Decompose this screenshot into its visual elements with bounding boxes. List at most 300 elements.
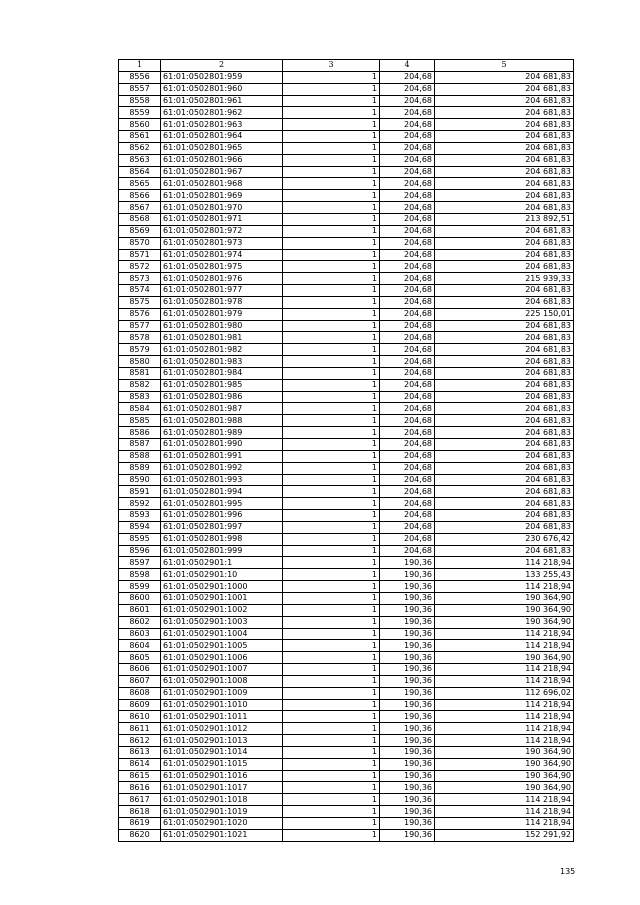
cadastral-number-cell: 61:01:0502901:1001 xyxy=(161,592,283,604)
area-cell: 190,36 xyxy=(380,581,435,593)
table-row xyxy=(119,829,574,841)
row-number-cell: 8581 xyxy=(119,367,161,379)
value-cell: 204 681,83 xyxy=(435,356,574,368)
quantity-cell: 1 xyxy=(283,699,380,711)
cadastral-number-cell: 61:01:0502901:1014 xyxy=(161,746,283,758)
row-number-cell: 8578 xyxy=(119,332,161,344)
area-cell: 190,36 xyxy=(380,604,435,616)
table-row xyxy=(119,119,574,131)
value-cell: 204 681,83 xyxy=(435,190,574,202)
value-cell: 114 218,94 xyxy=(435,699,574,711)
cadastral-number-cell: 61:01:0502801:972 xyxy=(161,225,283,237)
cadastral-number-cell: 61:01:0502801:968 xyxy=(161,178,283,190)
table-row xyxy=(119,166,574,178)
table-row xyxy=(119,320,574,332)
area-cell: 204,68 xyxy=(380,403,435,415)
value-cell: 114 218,94 xyxy=(435,557,574,569)
table-row xyxy=(119,664,574,676)
area-cell: 204,68 xyxy=(380,498,435,510)
value-cell: 204 681,83 xyxy=(435,450,574,462)
area-cell: 204,68 xyxy=(380,190,435,202)
table-row xyxy=(119,806,574,818)
quantity-cell: 1 xyxy=(283,320,380,332)
value-cell: 204 681,83 xyxy=(435,225,574,237)
table-row xyxy=(119,202,574,214)
cadastral-number-cell: 61:01:0502901:1015 xyxy=(161,758,283,770)
cadastral-number-cell: 61:01:0502801:977 xyxy=(161,285,283,297)
row-number-cell: 8610 xyxy=(119,711,161,723)
quantity-cell: 1 xyxy=(283,687,380,699)
area-cell: 190,36 xyxy=(380,794,435,806)
value-cell: 114 218,94 xyxy=(435,735,574,747)
cadastral-number-cell: 61:01:0502801:962 xyxy=(161,107,283,119)
cadastral-number-cell: 61:01:0502901:1011 xyxy=(161,711,283,723)
row-number-cell: 8575 xyxy=(119,296,161,308)
quantity-cell: 1 xyxy=(283,202,380,214)
value-cell: 112 696,02 xyxy=(435,687,574,699)
quantity-cell: 1 xyxy=(283,190,380,202)
value-cell: 114 218,94 xyxy=(435,723,574,735)
table-row xyxy=(119,403,574,415)
area-cell: 204,68 xyxy=(380,285,435,297)
quantity-cell: 1 xyxy=(283,379,380,391)
table-row xyxy=(119,818,574,830)
column-header-5: 5 xyxy=(435,60,574,72)
quantity-cell: 1 xyxy=(283,119,380,131)
table-row xyxy=(119,83,574,95)
value-cell: 204 681,83 xyxy=(435,344,574,356)
value-cell: 204 681,83 xyxy=(435,261,574,273)
row-number-cell: 8594 xyxy=(119,521,161,533)
table-row xyxy=(119,652,574,664)
area-cell: 204,68 xyxy=(380,71,435,83)
area-cell: 190,36 xyxy=(380,664,435,676)
value-cell: 204 681,83 xyxy=(435,202,574,214)
quantity-cell: 1 xyxy=(283,356,380,368)
area-cell: 190,36 xyxy=(380,711,435,723)
quantity-cell: 1 xyxy=(283,178,380,190)
table-row xyxy=(119,178,574,190)
table-row xyxy=(119,486,574,498)
quantity-cell: 1 xyxy=(283,367,380,379)
cadastral-number-cell: 61:01:0502801:973 xyxy=(161,237,283,249)
cadastral-number-cell: 61:01:0502901:1018 xyxy=(161,794,283,806)
quantity-cell: 1 xyxy=(283,829,380,841)
quantity-cell: 1 xyxy=(283,533,380,545)
quantity-cell: 1 xyxy=(283,83,380,95)
quantity-cell: 1 xyxy=(283,427,380,439)
value-cell: 204 681,83 xyxy=(435,474,574,486)
row-number-cell: 8587 xyxy=(119,439,161,451)
row-number-cell: 8576 xyxy=(119,308,161,320)
column-header-2: 2 xyxy=(161,60,283,72)
table-row xyxy=(119,521,574,533)
value-cell: 204 681,83 xyxy=(435,391,574,403)
row-number-cell: 8569 xyxy=(119,225,161,237)
table-row xyxy=(119,628,574,640)
row-number-cell: 8572 xyxy=(119,261,161,273)
table-row xyxy=(119,427,574,439)
column-header-3: 3 xyxy=(283,60,380,72)
value-cell: 213 892,51 xyxy=(435,213,574,225)
cadastral-number-cell: 61:01:0502901:1 xyxy=(161,557,283,569)
quantity-cell: 1 xyxy=(283,296,380,308)
quantity-cell: 1 xyxy=(283,285,380,297)
row-number-cell: 8580 xyxy=(119,356,161,368)
row-number-cell: 8570 xyxy=(119,237,161,249)
area-cell: 190,36 xyxy=(380,592,435,604)
area-cell: 204,68 xyxy=(380,320,435,332)
row-number-cell: 8620 xyxy=(119,829,161,841)
value-cell: 204 681,83 xyxy=(435,486,574,498)
cadastral-number-cell: 61:01:0502801:970 xyxy=(161,202,283,214)
quantity-cell: 1 xyxy=(283,782,380,794)
table-row xyxy=(119,190,574,202)
row-number-cell: 8583 xyxy=(119,391,161,403)
area-cell: 204,68 xyxy=(380,237,435,249)
quantity-cell: 1 xyxy=(283,273,380,285)
row-number-cell: 8556 xyxy=(119,71,161,83)
quantity-cell: 1 xyxy=(283,592,380,604)
table-row xyxy=(119,462,574,474)
cadastral-number-cell: 61:01:0502901:1010 xyxy=(161,699,283,711)
value-cell: 204 681,83 xyxy=(435,119,574,131)
table-row xyxy=(119,545,574,557)
table-row xyxy=(119,581,574,593)
cadastral-number-cell: 61:01:0502801:979 xyxy=(161,308,283,320)
cadastral-number-cell: 61:01:0502801:985 xyxy=(161,379,283,391)
table-row xyxy=(119,131,574,143)
table-row xyxy=(119,225,574,237)
quantity-cell: 1 xyxy=(283,474,380,486)
cadastral-number-cell: 61:01:0502801:998 xyxy=(161,533,283,545)
area-cell: 204,68 xyxy=(380,510,435,522)
row-number-cell: 8605 xyxy=(119,652,161,664)
value-cell: 204 681,83 xyxy=(435,296,574,308)
row-number-cell: 8614 xyxy=(119,758,161,770)
quantity-cell: 1 xyxy=(283,237,380,249)
area-cell: 190,36 xyxy=(380,818,435,830)
value-cell: 204 681,83 xyxy=(435,166,574,178)
table-row xyxy=(119,604,574,616)
area-cell: 190,36 xyxy=(380,782,435,794)
area-cell: 190,36 xyxy=(380,687,435,699)
value-cell: 204 681,83 xyxy=(435,498,574,510)
area-cell: 190,36 xyxy=(380,723,435,735)
table-row xyxy=(119,687,574,699)
row-number-cell: 8601 xyxy=(119,604,161,616)
area-cell: 204,68 xyxy=(380,545,435,557)
quantity-cell: 1 xyxy=(283,225,380,237)
table-row xyxy=(119,675,574,687)
area-cell: 204,68 xyxy=(380,474,435,486)
cadastral-number-cell: 61:01:0502901:1007 xyxy=(161,664,283,676)
cadastral-number-cell: 61:01:0502801:981 xyxy=(161,332,283,344)
quantity-cell: 1 xyxy=(283,557,380,569)
cadastral-number-cell: 61:01:0502801:987 xyxy=(161,403,283,415)
area-cell: 190,36 xyxy=(380,557,435,569)
quantity-cell: 1 xyxy=(283,249,380,261)
cadastral-number-cell: 61:01:0502801:984 xyxy=(161,367,283,379)
table-row xyxy=(119,237,574,249)
value-cell: 204 681,83 xyxy=(435,379,574,391)
area-cell: 190,36 xyxy=(380,628,435,640)
table-row xyxy=(119,391,574,403)
quantity-cell: 1 xyxy=(283,71,380,83)
table-row xyxy=(119,450,574,462)
quantity-cell: 1 xyxy=(283,261,380,273)
cadastral-number-cell: 61:01:0502901:1006 xyxy=(161,652,283,664)
row-number-cell: 8562 xyxy=(119,142,161,154)
row-number-cell: 8602 xyxy=(119,616,161,628)
cadastral-number-cell: 61:01:0502801:966 xyxy=(161,154,283,166)
table-row xyxy=(119,699,574,711)
value-cell: 114 218,94 xyxy=(435,806,574,818)
table-row xyxy=(119,249,574,261)
area-cell: 204,68 xyxy=(380,332,435,344)
quantity-cell: 1 xyxy=(283,581,380,593)
area-cell: 190,36 xyxy=(380,770,435,782)
value-cell: 215 939,33 xyxy=(435,273,574,285)
quantity-cell: 1 xyxy=(283,107,380,119)
table-row xyxy=(119,770,574,782)
area-cell: 190,36 xyxy=(380,569,435,581)
value-cell: 204 681,83 xyxy=(435,71,574,83)
cadastral-number-cell: 61:01:0502801:988 xyxy=(161,415,283,427)
table-row xyxy=(119,569,574,581)
row-number-cell: 8585 xyxy=(119,415,161,427)
value-cell: 204 681,83 xyxy=(435,107,574,119)
quantity-cell: 1 xyxy=(283,131,380,143)
cadastral-table xyxy=(118,59,574,842)
quantity-cell: 1 xyxy=(283,510,380,522)
value-cell: 204 681,83 xyxy=(435,285,574,297)
table-row xyxy=(119,640,574,652)
cadastral-number-cell: 61:01:0502801:980 xyxy=(161,320,283,332)
value-cell: 190 364,90 xyxy=(435,782,574,794)
cadastral-number-cell: 61:01:0502801:995 xyxy=(161,498,283,510)
table-row xyxy=(119,557,574,569)
area-cell: 204,68 xyxy=(380,415,435,427)
area-cell: 190,36 xyxy=(380,746,435,758)
area-cell: 204,68 xyxy=(380,95,435,107)
quantity-cell: 1 xyxy=(283,818,380,830)
cadastral-number-cell: 61:01:0502901:1003 xyxy=(161,616,283,628)
quantity-cell: 1 xyxy=(283,154,380,166)
cadastral-number-cell: 61:01:0502901:1000 xyxy=(161,581,283,593)
value-cell: 204 681,83 xyxy=(435,320,574,332)
area-cell: 190,36 xyxy=(380,806,435,818)
row-number-cell: 8619 xyxy=(119,818,161,830)
row-number-cell: 8588 xyxy=(119,450,161,462)
table-row xyxy=(119,273,574,285)
table-row xyxy=(119,379,574,391)
cadastral-number-cell: 61:01:0502801:993 xyxy=(161,474,283,486)
row-number-cell: 8557 xyxy=(119,83,161,95)
quantity-cell: 1 xyxy=(283,770,380,782)
row-number-cell: 8597 xyxy=(119,557,161,569)
column-header-1: 1 xyxy=(119,60,161,72)
cadastral-number-cell: 61:01:0502801:990 xyxy=(161,439,283,451)
table-header-row xyxy=(119,60,574,72)
table-row xyxy=(119,498,574,510)
value-cell: 190 364,90 xyxy=(435,592,574,604)
row-number-cell: 8563 xyxy=(119,154,161,166)
cadastral-number-cell: 61:01:0502801:959 xyxy=(161,71,283,83)
area-cell: 204,68 xyxy=(380,356,435,368)
quantity-cell: 1 xyxy=(283,486,380,498)
cadastral-number-cell: 61:01:0502801:992 xyxy=(161,462,283,474)
value-cell: 152 291,92 xyxy=(435,829,574,841)
table-row xyxy=(119,533,574,545)
quantity-cell: 1 xyxy=(283,711,380,723)
value-cell: 204 681,83 xyxy=(435,249,574,261)
row-number-cell: 8595 xyxy=(119,533,161,545)
quantity-cell: 1 xyxy=(283,498,380,510)
area-cell: 190,36 xyxy=(380,652,435,664)
table-row xyxy=(119,332,574,344)
row-number-cell: 8617 xyxy=(119,794,161,806)
row-number-cell: 8590 xyxy=(119,474,161,486)
row-number-cell: 8612 xyxy=(119,735,161,747)
row-number-cell: 8573 xyxy=(119,273,161,285)
quantity-cell: 1 xyxy=(283,344,380,356)
cadastral-number-cell: 61:01:0502901:1021 xyxy=(161,829,283,841)
table-row xyxy=(119,296,574,308)
row-number-cell: 8586 xyxy=(119,427,161,439)
area-cell: 190,36 xyxy=(380,735,435,747)
table-row xyxy=(119,746,574,758)
cadastral-number-cell: 61:01:0502801:991 xyxy=(161,450,283,462)
table-row xyxy=(119,367,574,379)
table-row xyxy=(119,261,574,273)
quantity-cell: 1 xyxy=(283,308,380,320)
quantity-cell: 1 xyxy=(283,95,380,107)
cadastral-number-cell: 61:01:0502901:10 xyxy=(161,569,283,581)
area-cell: 204,68 xyxy=(380,178,435,190)
row-number-cell: 8599 xyxy=(119,581,161,593)
quantity-cell: 1 xyxy=(283,664,380,676)
cadastral-number-cell: 61:01:0502801:986 xyxy=(161,391,283,403)
cadastral-number-cell: 61:01:0502801:975 xyxy=(161,261,283,273)
quantity-cell: 1 xyxy=(283,213,380,225)
value-cell: 190 364,90 xyxy=(435,770,574,782)
table-row xyxy=(119,415,574,427)
area-cell: 204,68 xyxy=(380,308,435,320)
value-cell: 190 364,90 xyxy=(435,758,574,770)
row-number-cell: 8611 xyxy=(119,723,161,735)
row-number-cell: 8561 xyxy=(119,131,161,143)
quantity-cell: 1 xyxy=(283,746,380,758)
page-number: 135 xyxy=(560,867,576,876)
area-cell: 204,68 xyxy=(380,486,435,498)
value-cell: 204 681,83 xyxy=(435,415,574,427)
row-number-cell: 8584 xyxy=(119,403,161,415)
cadastral-number-cell: 61:01:0502801:969 xyxy=(161,190,283,202)
table-row xyxy=(119,308,574,320)
value-cell: 114 218,94 xyxy=(435,711,574,723)
cadastral-number-cell: 61:01:0502801:974 xyxy=(161,249,283,261)
row-number-cell: 8593 xyxy=(119,510,161,522)
cadastral-number-cell: 61:01:0502801:989 xyxy=(161,427,283,439)
area-cell: 204,68 xyxy=(380,166,435,178)
cadastral-number-cell: 61:01:0502801:994 xyxy=(161,486,283,498)
table-row xyxy=(119,723,574,735)
cadastral-number-cell: 61:01:0502901:1004 xyxy=(161,628,283,640)
row-number-cell: 8565 xyxy=(119,178,161,190)
area-cell: 204,68 xyxy=(380,107,435,119)
area-cell: 204,68 xyxy=(380,427,435,439)
value-cell: 114 218,94 xyxy=(435,675,574,687)
row-number-cell: 8598 xyxy=(119,569,161,581)
row-number-cell: 8600 xyxy=(119,592,161,604)
value-cell: 190 364,90 xyxy=(435,652,574,664)
table-row xyxy=(119,474,574,486)
value-cell: 114 218,94 xyxy=(435,818,574,830)
table-row xyxy=(119,510,574,522)
row-number-cell: 8589 xyxy=(119,462,161,474)
area-cell: 204,68 xyxy=(380,213,435,225)
value-cell: 190 364,90 xyxy=(435,616,574,628)
quantity-cell: 1 xyxy=(283,415,380,427)
value-cell: 204 681,83 xyxy=(435,332,574,344)
table-body xyxy=(119,71,574,841)
cadastral-number-cell: 61:01:0502901:1009 xyxy=(161,687,283,699)
row-number-cell: 8577 xyxy=(119,320,161,332)
cadastral-number-cell: 61:01:0502801:961 xyxy=(161,95,283,107)
area-cell: 204,68 xyxy=(380,202,435,214)
area-cell: 190,36 xyxy=(380,699,435,711)
area-cell: 204,68 xyxy=(380,119,435,131)
cadastral-number-cell: 61:01:0502801:963 xyxy=(161,119,283,131)
quantity-cell: 1 xyxy=(283,142,380,154)
quantity-cell: 1 xyxy=(283,450,380,462)
area-cell: 190,36 xyxy=(380,616,435,628)
value-cell: 114 218,94 xyxy=(435,581,574,593)
quantity-cell: 1 xyxy=(283,806,380,818)
cadastral-number-cell: 61:01:0502801:965 xyxy=(161,142,283,154)
quantity-cell: 1 xyxy=(283,332,380,344)
area-cell: 204,68 xyxy=(380,462,435,474)
quantity-cell: 1 xyxy=(283,652,380,664)
row-number-cell: 8613 xyxy=(119,746,161,758)
row-number-cell: 8574 xyxy=(119,285,161,297)
area-cell: 190,36 xyxy=(380,675,435,687)
cadastral-number-cell: 61:01:0502901:1016 xyxy=(161,770,283,782)
quantity-cell: 1 xyxy=(283,403,380,415)
row-number-cell: 8592 xyxy=(119,498,161,510)
area-cell: 204,68 xyxy=(380,142,435,154)
quantity-cell: 1 xyxy=(283,391,380,403)
table-row xyxy=(119,356,574,368)
value-cell: 204 681,83 xyxy=(435,521,574,533)
cadastral-number-cell: 61:01:0502901:1013 xyxy=(161,735,283,747)
table-row xyxy=(119,344,574,356)
row-number-cell: 8564 xyxy=(119,166,161,178)
cadastral-number-cell: 61:01:0502901:1005 xyxy=(161,640,283,652)
area-cell: 204,68 xyxy=(380,273,435,285)
value-cell: 204 681,83 xyxy=(435,83,574,95)
row-number-cell: 8567 xyxy=(119,202,161,214)
cadastral-number-cell: 61:01:0502801:983 xyxy=(161,356,283,368)
value-cell: 204 681,83 xyxy=(435,367,574,379)
row-number-cell: 8615 xyxy=(119,770,161,782)
cadastral-number-cell: 61:01:0502901:1002 xyxy=(161,604,283,616)
cadastral-number-cell: 61:01:0502801:971 xyxy=(161,213,283,225)
table-row xyxy=(119,95,574,107)
table-row xyxy=(119,592,574,604)
quantity-cell: 1 xyxy=(283,640,380,652)
